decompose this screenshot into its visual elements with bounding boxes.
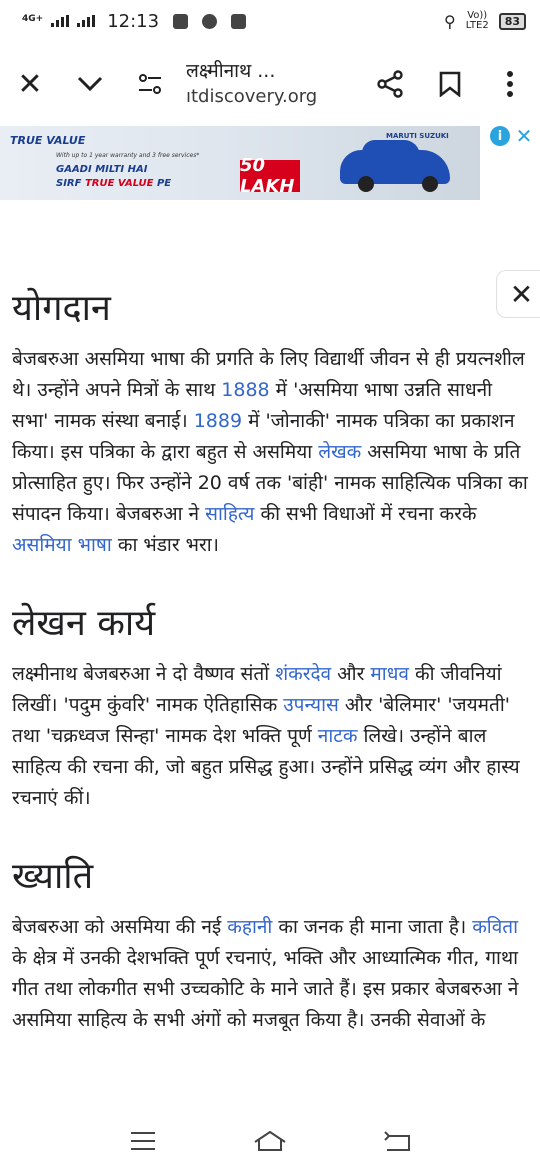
article-link[interactable]: नाटक xyxy=(317,725,358,747)
article-link[interactable]: लेखक xyxy=(318,441,362,463)
bookmark-icon[interactable] xyxy=(420,54,480,114)
page-title: लक्ष्मीनाथ ... xyxy=(186,60,276,82)
location-icon: ⚲ xyxy=(443,11,456,31)
section-paragraph: बेजबरुआ असमिया भाषा की प्रगति के लिए विद्यार्थी जीवन से ही प्रयत्नशील थे। उन्होंने अपने मित्रों के साथ 1888 में 'असमिया भाषा उन्नति साधनी सभा' नामक संस्था बनाई। 1889 में 'जोनाकी' नामक पत्रिका का प्रकाशन किया। इस पत्रिका के द्वारा बहुत से असमिया लेखक असमिया भाषा के प्रति प्रोत्साहित हुए। फिर उन्होंने 20 वर्ष तक 'बांही' नामक साहित्यिक पत्रिका का संपादन किया। बेजबरुआ ने साहित्य की सभी विधाओं में रचना करके असमिया भाषा का भंडार भरा। xyxy=(12,348,528,556)
car-wheel-icon xyxy=(422,176,438,192)
advertisement-banner[interactable] xyxy=(0,126,480,200)
article-link[interactable]: 1889 xyxy=(193,410,243,432)
article-link[interactable]: माधव xyxy=(370,663,409,685)
navigation-notification-icon xyxy=(202,14,217,29)
ad-badge: 50 LAKH xyxy=(240,160,300,192)
volte-indicator: Vo)) LTE2 xyxy=(465,10,489,31)
share-icon[interactable] xyxy=(360,54,420,114)
signal-icon xyxy=(51,15,69,27)
status-bar xyxy=(0,0,540,42)
ad-info-icon[interactable]: i xyxy=(490,126,510,146)
gallery-notification-icon xyxy=(173,14,188,29)
ad-controls xyxy=(490,126,534,146)
close-panel-icon[interactable]: ✕ xyxy=(496,270,540,318)
ad-headline: GAADI MILTI HAI xyxy=(56,164,148,175)
clock: 12:13 xyxy=(107,10,160,32)
system-nav-bar xyxy=(0,1112,540,1170)
browser-toolbar xyxy=(0,42,540,126)
article-link[interactable]: 1888 xyxy=(221,379,270,401)
ad-maker: MARUTI SUZUKI xyxy=(386,132,449,140)
content-fade xyxy=(0,1098,540,1112)
battery-icon: 83 xyxy=(499,13,526,30)
page-title-area[interactable] xyxy=(180,58,360,110)
home-icon[interactable] xyxy=(246,1121,294,1161)
section-heading: ख्याति xyxy=(12,856,94,897)
article-link[interactable]: कविता xyxy=(472,916,519,938)
section-heading: लेखन कार्य xyxy=(12,603,156,644)
ad-brand: TRUE VALUE xyxy=(10,134,86,147)
back-icon[interactable] xyxy=(373,1121,421,1161)
car-wheel-icon xyxy=(358,176,374,192)
signal-2-icon xyxy=(77,15,95,27)
more-icon[interactable] xyxy=(480,54,540,114)
section-paragraph: बेजबरुआ को असमिया की नई कहानी का जनक ही माना जाता है। कविता के क्षेत्र में उनकी देशभक्ति पूर्ण रचनाएं, भक्ति और आध्यात्मिक गीत, गाथा गीत तथा लोकगीत सभी उच्चकोटि के माने जाते हैं। इस प्रकार बेजबरुआ ने असमिया साहित्य के सभी अंगों को मजबूत किया है। उनकी सेवाओं के xyxy=(12,916,519,1031)
chevron-down-icon[interactable] xyxy=(60,54,120,114)
article-link[interactable]: शंकरदेव xyxy=(275,663,332,685)
page-settings-icon[interactable] xyxy=(120,54,180,114)
article-link[interactable]: असमिया भाषा xyxy=(12,534,112,556)
ad-close-icon[interactable]: ✕ xyxy=(515,124,533,148)
network-type: 4G+ xyxy=(22,13,44,24)
article-link[interactable]: उपन्यास xyxy=(283,694,339,716)
close-icon[interactable]: ✕ xyxy=(17,66,43,102)
section-heading: योगदान xyxy=(12,288,111,329)
article-content xyxy=(12,280,528,1070)
ad-fineprint: With up to 1 year warranty and 3 free services* xyxy=(56,152,200,159)
ad-tagline: SIRF TRUE VALUE PE xyxy=(56,178,172,189)
menu-icon[interactable] xyxy=(119,1121,167,1161)
article-link[interactable]: कहानी xyxy=(227,916,273,938)
youtube-notification-icon xyxy=(231,14,246,29)
section-paragraph: लक्ष्मीनाथ बेजबरुआ ने दो वैष्णव संतों शंकरदेव और माधव की जीवनियां लिखीं। 'पदुम कुंवरि' नामक ऐतिहासिक उपन्यास और 'बेलिमार' 'जयमती' तथा 'चक्रध्वज सिन्हा' नामक देश भक्ति पूर्ण नाटक लिखे। उन्होंने बाल साहित्य की रचना की, जो बहुत प्रसिद्ध हुआ। उन्होंने प्रसिद्ध व्यंग और हास्य रचनाएं कीं। xyxy=(12,663,520,809)
page-url: ıtdiscovery.org xyxy=(186,86,318,107)
article-link[interactable]: साहित्य xyxy=(205,503,255,525)
